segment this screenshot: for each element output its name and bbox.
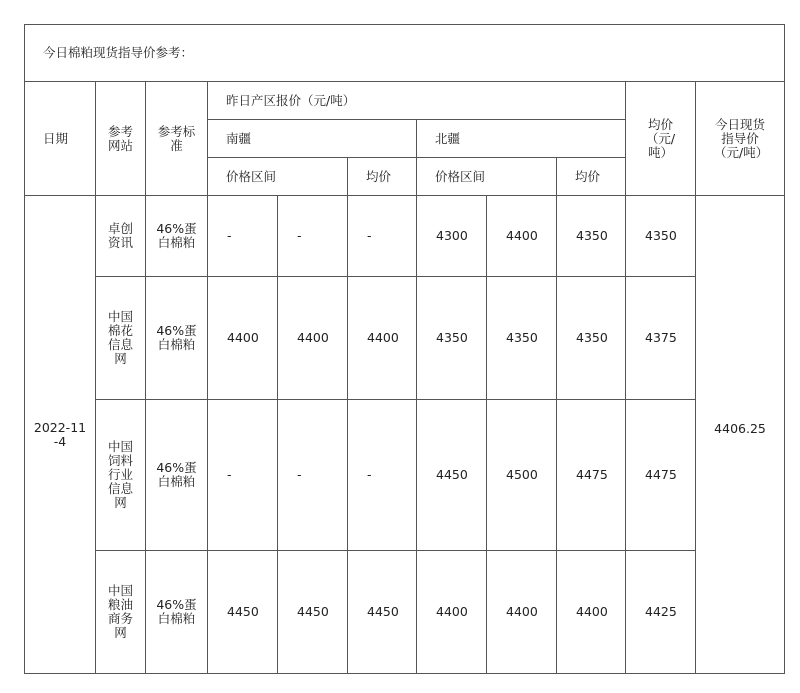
- avg-cell: 4350: [626, 196, 696, 277]
- south-high-cell: 4450: [278, 551, 348, 674]
- header-south: 南疆: [208, 120, 417, 158]
- header-today-price: 今日现货指导价（元/吨）: [696, 82, 785, 196]
- site-cell: 中国棉花信息网: [96, 277, 146, 400]
- title-row: [25, 25, 785, 82]
- standard-cell: 46%蛋白棉粕: [146, 196, 208, 277]
- north-high-cell: 4400: [487, 551, 557, 674]
- south-avg-cell: 4400: [348, 277, 417, 400]
- north-avg-cell: 4350: [557, 196, 626, 277]
- header-south-avg: 均价: [348, 158, 417, 196]
- table-row: [25, 277, 785, 400]
- north-high-cell: 4350: [487, 277, 557, 400]
- price-table: [24, 24, 785, 674]
- south-avg-cell: 4450: [348, 551, 417, 674]
- header-date: 日期: [25, 82, 96, 196]
- site-cell: 中国粮油商务网: [96, 551, 146, 674]
- north-low-cell: 4300: [417, 196, 487, 277]
- standard-cell: 46%蛋白棉粕: [146, 277, 208, 400]
- table-row: [25, 551, 785, 674]
- avg-cell: 4425: [626, 551, 696, 674]
- header-south-range: 价格区间: [208, 158, 348, 196]
- today-price-cell: 4406.25: [696, 196, 785, 674]
- table-title: 今日棉粕现货指导价参考：: [25, 25, 785, 82]
- north-low-cell: 4450: [417, 400, 487, 551]
- header-yesterday-price: 昨日产区报价（元/吨）: [208, 82, 626, 120]
- south-low-cell: -: [208, 196, 278, 277]
- header-standard: 参考标准: [146, 82, 208, 196]
- south-low-cell: 4400: [208, 277, 278, 400]
- table-row: [25, 196, 785, 277]
- south-high-cell: -: [278, 400, 348, 551]
- south-avg-cell: -: [348, 400, 417, 551]
- standard-cell: 46%蛋白棉粕: [146, 551, 208, 674]
- north-avg-cell: 4475: [557, 400, 626, 551]
- standard-cell: 46%蛋白棉粕: [146, 400, 208, 551]
- north-avg-cell: 4400: [557, 551, 626, 674]
- south-low-cell: 4450: [208, 551, 278, 674]
- header-avg-unit: 均价（元/吨）: [626, 82, 696, 196]
- south-avg-cell: -: [348, 196, 417, 277]
- north-low-cell: 4350: [417, 277, 487, 400]
- north-avg-cell: 4350: [557, 277, 626, 400]
- header-north: 北疆: [417, 120, 626, 158]
- south-low-cell: -: [208, 400, 278, 551]
- south-high-cell: -: [278, 196, 348, 277]
- header-north-avg: 均价: [557, 158, 626, 196]
- site-cell: 中国饲料行业信息网: [96, 400, 146, 551]
- north-low-cell: 4400: [417, 551, 487, 674]
- north-high-cell: 4400: [487, 196, 557, 277]
- avg-cell: 4475: [626, 400, 696, 551]
- header-row-1: [25, 82, 785, 120]
- header-site: 参考网站: [96, 82, 146, 196]
- date-cell: 2022-11-4: [25, 196, 96, 674]
- site-cell: 卓创资讯: [96, 196, 146, 277]
- south-high-cell: 4400: [278, 277, 348, 400]
- header-north-range: 价格区间: [417, 158, 557, 196]
- table-row: [25, 400, 785, 551]
- north-high-cell: 4500: [487, 400, 557, 551]
- avg-cell: 4375: [626, 277, 696, 400]
